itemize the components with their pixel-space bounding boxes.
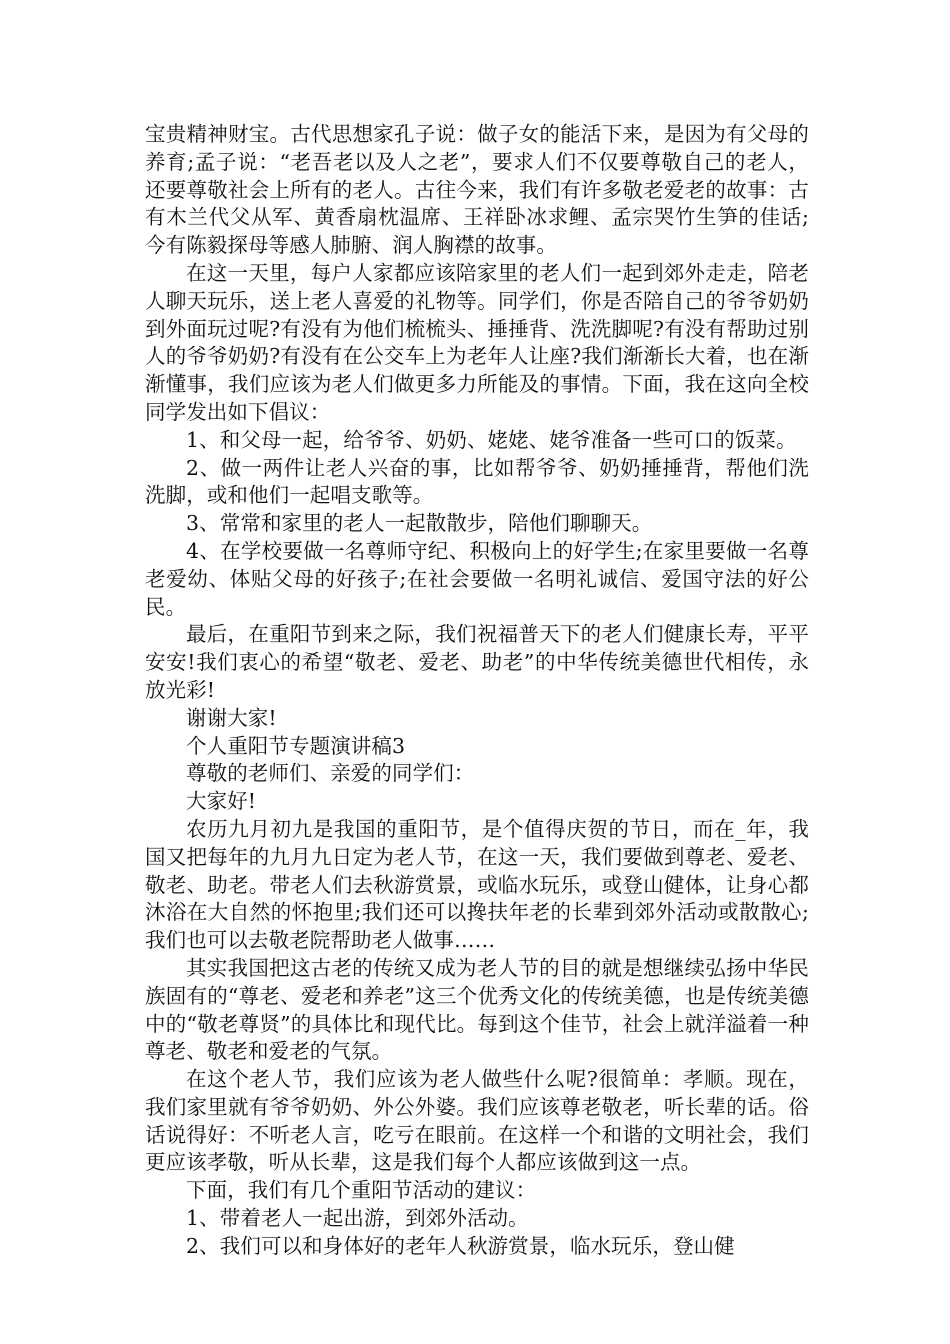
paragraph-filial: 在这个老人节，我们应该为老人做些什么呢?很简单：孝顺。现在，我们家里就有爷爷奶奶、外公外婆。我们应该尊老敬老，听长辈的话。俗话说得好：不听老人言，吃亏在眼前。在这样一个和谐的文明社会，我们更应该孝敬，听从长辈，这是我们每个人都应该做到这一点。 [145, 1067, 809, 1175]
suggestion-item-2: 2、我们可以和身体好的老年人秋游赏景，临水玩乐，登山健 [186, 1233, 735, 1258]
paragraph-tradition: 其实我国把这古老的传统又成为老人节的目的就是想继续弘扬中华民族固有的“尊老、爱老和养老”这三个优秀文化的传统美德，也是传统美德中的“敬老尊贤”的具体比和现代比。每到这个佳节，社会上就洋溢着一种尊老、敬老和爱老的气氛。 [145, 955, 809, 1064]
proposal-item-1: 1、和父母一起，给爷爷、奶奶、姥姥、姥爷准备一些可口的饭菜。 [186, 427, 797, 452]
proposal-item-3: 3、常常和家里的老人一起散散步，陪他们聊聊天。 [186, 511, 653, 536]
proposal-item-2: 2、做一两件让老人兴奋的事，比如帮爷爷、奶奶捶捶背，帮他们洗洗脚，或和他们一起唱支歌等。 [145, 455, 809, 508]
document-page [145, 121, 809, 1261]
paragraph-1: 宝贵精神财宝。古代思想家孔子说：做子女的能活下来，是因为有父母的养育;孟子说：“老吾老以及人之老”，要求人们不仅要尊敬自己的老人，还要尊敬社会上所有的老人。古往今来，我们有许多敬老爱老的故事：古有木兰代父从军、黄香扇枕温席、王祥卧冰求鲤、孟宗哭竹生笋的佳话;今有陈毅探母等感人肺腑、润人胸襟的故事。 [145, 122, 809, 258]
proposal-item-4: 4、在学校要做一名尊师守纪、积极向上的好学生;在家里要做一名尊老爱幼、体贴父母的好孩子;在社会要做一名明礼诚信、爱国守法的好公民。 [145, 538, 809, 619]
greeting: 大家好! [186, 789, 257, 814]
salutation: 尊敬的老师们、亲爱的同学们： [186, 761, 475, 786]
suggestion-item-1: 1、带着老人一起出游，到郊外活动。 [186, 1206, 529, 1231]
closing-paragraph: 最后，在重阳节到来之际，我们祝福普天下的老人们健康长寿，平平安安!我们衷心的希望“敬老、爱老、助老”的中华传统美德世代相传，永放光彩! [145, 622, 809, 702]
paragraph-festival: 农历九月初九是我国的重阳节，是个值得庆贺的节日，而在_年，我国又把每年的九月九日定为老人节，在这一天，我们要做到尊老、爱老、敬老、助老。带老人们去秋游赏景，或临水玩乐，或登山健体，让身心都沐浴在大自然的怀抱里;我们还可以搀扶年老的长辈到郊外活动或散散心;我们也可以去敬老院帮助老人做事…… [145, 816, 809, 953]
suggestions-intro: 下面，我们有几个重阳节活动的建议： [186, 1178, 537, 1203]
paragraph-2: 在这一天里，每户人家都应该陪家里的老人们一起到郊外走走，陪老人聊天玩乐，送上老人喜爱的礼物等。同学们，你是否陪自己的爷爷奶奶到外面玩过呢?有没有为他们梳梳头、捶捶背、洗洗脚呢?有没有帮助过别人的爷爷奶奶?有没有在公交车上为老年人让座?我们渐渐长大着，也在渐渐懂事，我们应该为老人们做更多力所能及的事情。下面，我在这向全校同学发出如下倡议： [145, 260, 809, 424]
thanks-line: 谢谢大家! [186, 705, 277, 730]
speech-title: 个人重阳节专题演讲稿3 [186, 733, 406, 758]
